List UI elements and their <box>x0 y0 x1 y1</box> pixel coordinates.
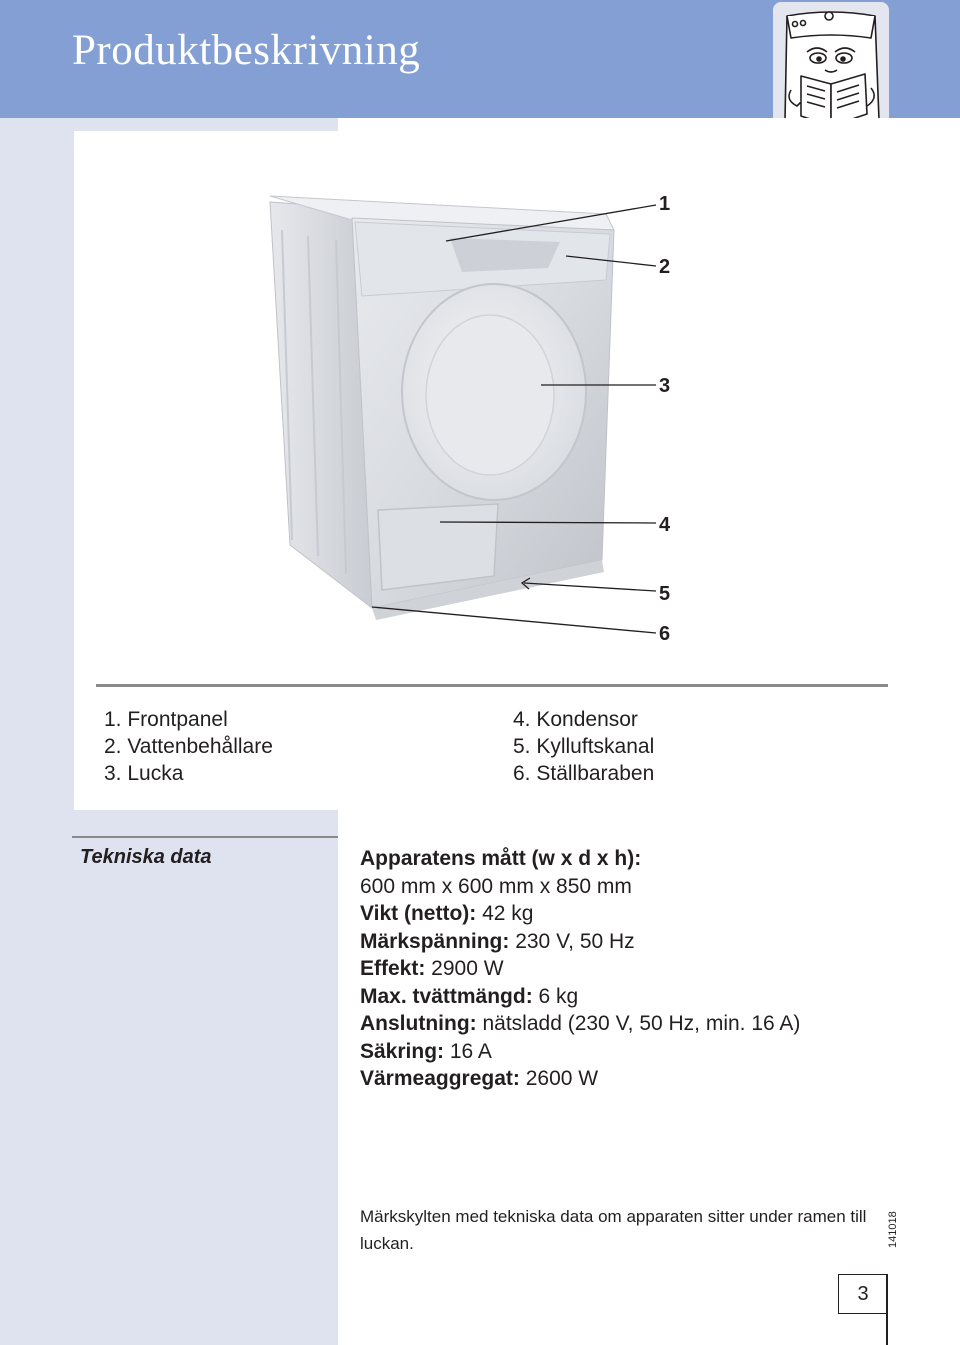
callout-6: 6 <box>659 623 671 645</box>
spec-row-connection: Anslutning: nätsladd (230 V, 50 Hz, min. 16 A) <box>360 1012 801 1035</box>
spec-row-voltage: Märkspänning: 230 V, 50 Hz <box>360 929 635 953</box>
callout-3: 3 <box>659 375 671 397</box>
dryer-body <box>270 196 614 620</box>
section-divider <box>96 684 888 687</box>
callout-4: 4 <box>659 514 671 536</box>
page-title: Produktbeskrivning <box>72 27 421 74</box>
callout-5: 5 <box>659 583 671 605</box>
legend-item-frontpanel: 1. Frontpanel <box>104 708 228 731</box>
legend-item-water-container: 2. Vattenbehållare <box>104 735 273 758</box>
spec-row-heater: Värmeaggregat: 2600 W <box>360 1067 599 1090</box>
legend-item-door: 3. Lucka <box>104 762 184 785</box>
spec-row-dimensions-label: Apparatens mått (w x d x h): <box>360 847 642 870</box>
document-code: 141018 <box>887 1211 899 1248</box>
spec-row-fuse: Säkring: 16 A <box>360 1039 492 1063</box>
legend-item-condenser: 4. Kondensor <box>513 708 638 731</box>
page-number-bar <box>886 1274 888 1345</box>
spec-row-max-load: Max. tvättmängd: 6 kg <box>360 984 579 1008</box>
legend-item-cooling-duct: 5. Kylluftskanal <box>513 735 655 758</box>
technical-specs <box>360 845 920 1093</box>
callout-1: 1 <box>659 193 671 215</box>
spec-row-power: Effekt: 2900 W <box>360 957 504 980</box>
spec-row-dimensions-value: 600 mm x 600 mm x 850 mm <box>360 874 632 898</box>
legend-item-adjustable-feet: 6. Ställbaraben <box>513 762 655 785</box>
rating-plate-note: Märkskylten med tekniska data om apparaten sitter under ramen till luckan. <box>360 1207 867 1253</box>
callout-2: 2 <box>659 256 671 278</box>
page-number: 3 <box>838 1274 887 1314</box>
technical-data-rule <box>72 836 338 838</box>
spec-row-weight: Vikt (netto): 42 kg <box>360 902 534 925</box>
technical-data-label: Tekniska data <box>80 846 212 868</box>
